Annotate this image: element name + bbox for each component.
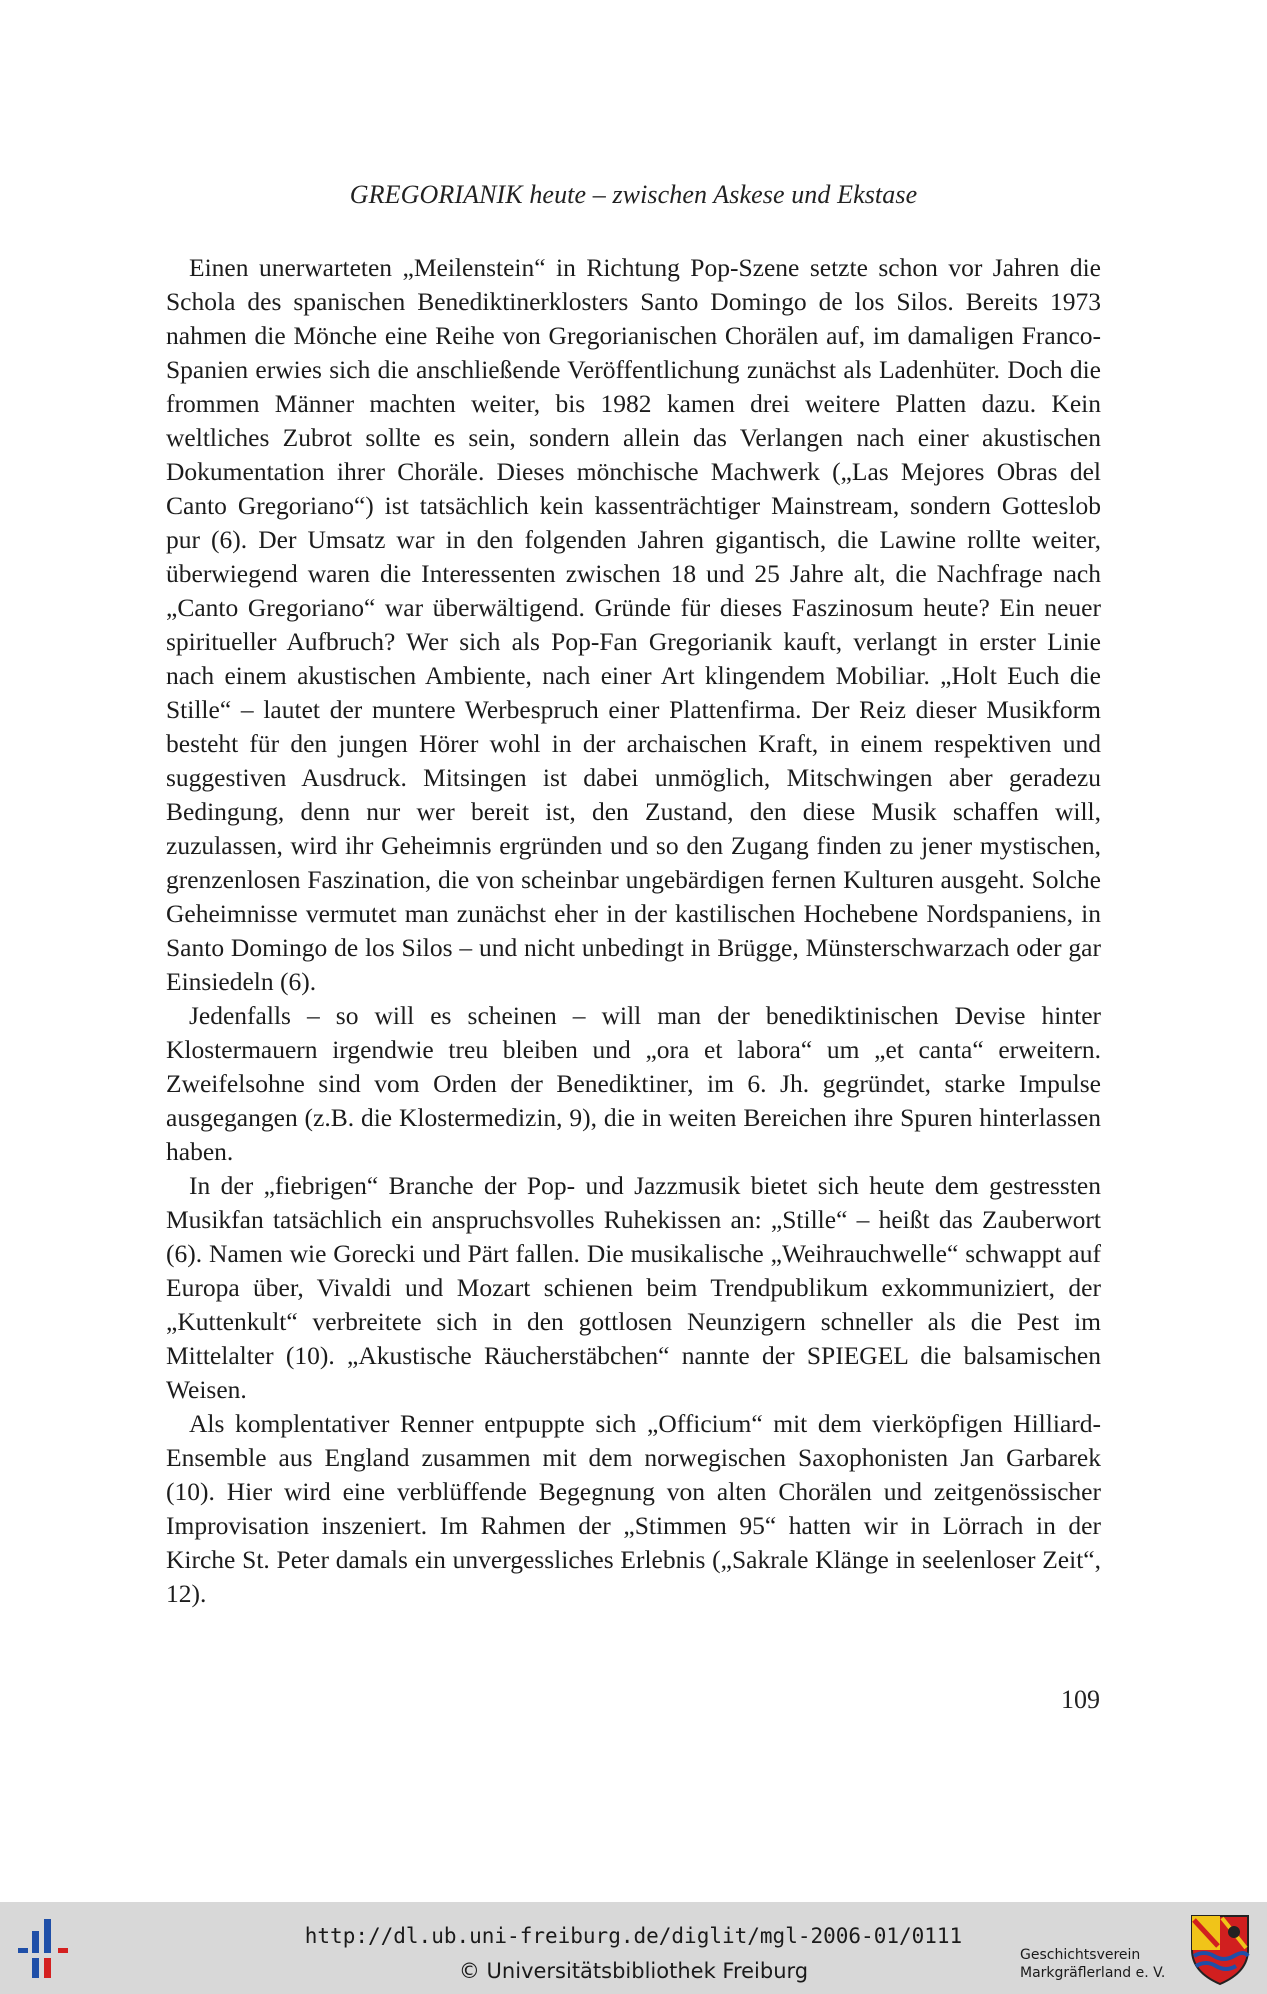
footer-society-name [1020,1946,1180,1982]
paragraph-2: Jedenfalls – so will es scheinen – will man der benediktinischen Devise hinter Klostermauern irgendwie treu bleiben und „ora et labora“ um „et canta“ erweitern. Zweifelsohne sind vom Orden der Benediktiner, im 6. Jh. gegründet, starke Impulse ausgegangen (z.B. die Klostermedizin, 9), die in weiten Bereichen ihre Spuren hinterlassen haben. [166,1001,1101,1166]
footer-url-link[interactable]: http://dl.ub.uni-freiburg.de/diglit/mgl-2006-01/0111 [304,1924,963,1948]
page-number: 109 [1061,1685,1100,1714]
paragraph-1: Einen unerwarteten „Meilenstein“ in Richtung Pop-Szene setzte schon vor Jahren die Schola des spanischen Benediktinerklosters Santo Domingo de los Silos. Bereits 1973 nahmen die Mönche eine Reihe von Gregorianischen Chorälen auf, im damaligen Franco-Spanien erwies sich die anschließende Veröffentlichung zunächst als Ladenhüter. Doch die frommen Männer machten weiter, bis 1982 kamen drei weitere Platten dazu. Kein weltliches Zubrot sollte es sein, sondern allein das Verlangen nach einer akustischen Dokumentation ihrer Choräle. Dieses mönchische Machwerk („Las Mejores Obras del Canto Gregoriano“) ist tatsächlich kein kassenträchtiger Mainstream, sondern Gotteslob pur (6). Der Umsatz war in den folgenden Jahren gigantisch, die Lawine rollte weiter, überwiegend waren die Interessenten zwischen 18 und 25 Jahre alt, die Nachfrage nach „Canto Gregoriano“ war überwältigend. Gründe für dieses Faszinosum heute? Ein neuer spiritueller Aufbruch? Wer sich als Pop-Fan Gregorianik kauft, verlangt in erster Linie nach einem akustischen Ambiente, nach einer Art klingendem Mobiliar. „Holt Euch die Stille“ – lautet der muntere Werbespruch einer Plattenfirma. Der Reiz dieser Musikform besteht für den jungen Hörer wohl in der archaischen Kraft, in einem respektiven und suggestiven Ausdruck. Mitsingen ist dabei unmöglich, Mitschwingen aber geradezu Bedingung, denn nur wer bereit ist, den Zustand, den diese Musik schaffen will, zuzulassen, wird ihr Geheimnis ergründen und so den Zugang finden zu jener mystischen, grenzenlosen Faszination, die von scheinbar ungebärdigen fernen Kulturen ausgeht. Solche Geheimnisse vermutet man zunächst eher in der kastilischen Hochebene Nordspaniens, in Santo Domingo de los Silos – und nicht unbedingt in Brügge, Münsterschwarzach oder gar Einsiedeln (6). [166,253,1101,996]
footer-copyright: © Universitätsbibliothek Freiburg [458,1959,809,1983]
footer-bar [0,1902,1267,1994]
society-line-2: Markgräflerland e. V. [1020,1965,1166,1981]
paragraph-4: Als komplentativer Renner entpuppte sich „Officium“ mit dem vierköpfigen Hilliard-Ensemble aus England zusammen mit dem norwegischen Saxophonisten Jan Garbarek (10). Hier wird eine verblüffende Begegnung von alten Chorälen und zeitgenössischer Improvisation inszeniert. Im Rahmen der „Stimmen 95“ hatten wir in Lörrach in der Kirche St. Peter damals ein unvergessliches Erlebnis („Sakrale Klänge in seelenloser Zeit“, 12). [166,1409,1101,1608]
running-head-subtitle: heute – zwischen Askese und Ekstase [522,180,918,209]
running-head [0,180,1267,210]
body-text [166,251,1101,1611]
society-line-1: Geschichtsverein [1020,1947,1141,1963]
paragraph-3: In der „fiebrigen“ Branche der Pop- und Jazzmusik bietet sich heute dem gestressten Musikfan tatsächlich ein anspruchsvolles Ruhekissen an: „Stille“ – heißt das Zauberwort (6). Namen wie Gorecki und Pärt fallen. Die musikalische „Weihrauchwelle“ schwappt auf Europa über, Vivaldi und Mozart schienen beim Trendpublikum exkommuniziert, der „Kuttenkult“ verbreitete sich in den gottlosen Neunzigern schneller als die Pest im Mittelalter (10). „Akustische Räucherstäbchen“ nannte der SPIEGEL die balsamischen Weisen. [166,1171,1101,1404]
running-head-title: GREGORIANIK [349,180,523,209]
coat-of-arms-icon [1188,1912,1252,1986]
